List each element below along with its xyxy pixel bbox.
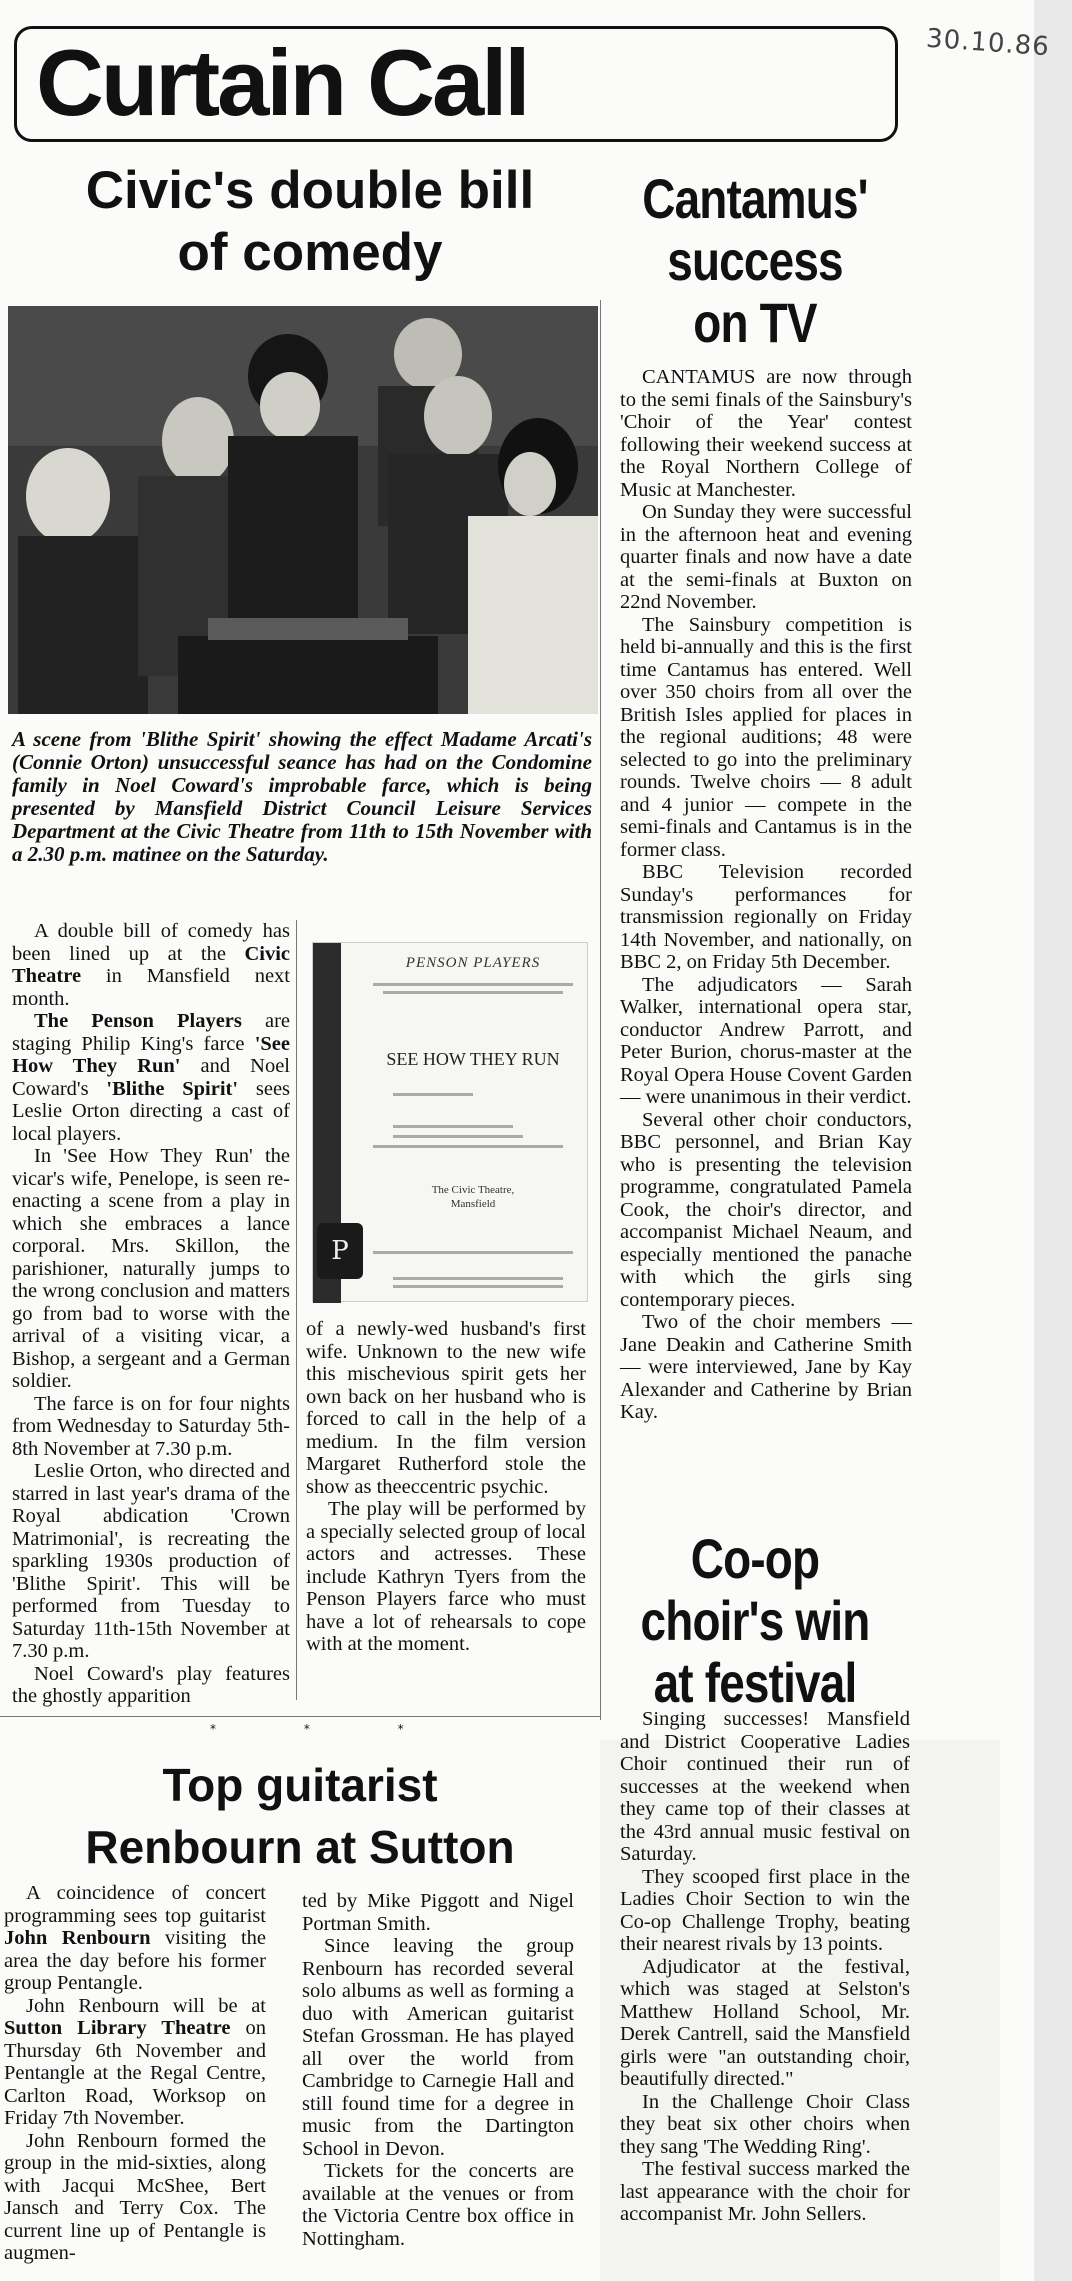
section-rule <box>0 1716 600 1717</box>
cantamus-headline-line1: Cantamus' <box>642 167 868 230</box>
civic-p2-c: sees Leslie Orton directing a cast of local players. <box>12 1077 291 1145</box>
civic-p3: In 'See How They Run' the vicar's wife, Penelope, is seen re-enacting a scene from a play in which she embraces a lance corporal. Mrs. Skillon, the parishioner, naturally jumps to the wrong conclusion and matters go from bad to worse with the arrival of a visiting vicar, a Bishop, a sergeant and a German soldier. <box>12 1145 290 1392</box>
coop-headline-line2: choir's win <box>640 1589 870 1652</box>
cantamus-column <box>620 366 912 1424</box>
guitar-column-2 <box>302 1890 574 2250</box>
section-separator-stars: * * * <box>210 1722 446 1736</box>
poster-fine-print <box>393 1125 513 1128</box>
guitar-p1-b: visiting the area the day before his former group Pentangle. <box>4 1927 266 1994</box>
guitar-p3: John Renbourn formed the group in the mid-sixties, along with Jacqui McShee, Bert Jansch and Terry Cox. The current line up of Pentangle is augmen- <box>4 2129 266 2264</box>
civic-column-1 <box>12 920 290 1708</box>
poster-title: SEE HOW THEY RUN <box>386 1049 560 1069</box>
cantamus-p4: BBC Television recorded Sunday's performances for transmission regionally on Friday 14th November, and nationally, on BBC 2, on Friday 5th December. <box>620 861 912 973</box>
civic-col2-p1: of a newly-wed husband's first wife. Unknown to the new wife this mischevious spirit gets her own back on her husband who is forced to call in the help of a medium. In the film version Margaret Rutherford stole the show as theeccentric psychic. <box>306 1318 586 1498</box>
cantamus-headline <box>628 168 882 354</box>
civic-p2-b: and Noel Coward's <box>12 1055 290 1100</box>
poster-venue-line1: The Civic Theatre, <box>431 1184 515 1196</box>
cantamus-p2: On Sunday they were successful in the afternoon heat and evening quarter finals and now have a date at the semi-finals at Buxton on 22nd November. <box>620 501 912 613</box>
civic-p2-a: are staging Philip King's farce <box>12 1010 290 1055</box>
handwritten-date: 30.10.86 <box>925 23 1051 63</box>
civic-headline-line1: Civic's double bill <box>85 161 535 220</box>
photo-caption: A scene from 'Blithe Spirit' showing the effect Madame Arcati's (Connie Orton) unsuccessful seance has had on the Condomine family in Noel Coward's improbable farce, which is being presented by Mansfield District Council Leisure Services Department at the Civic Theatre from 11th to 15th November with a 2.30 p.m. matinee on the Saturday. <box>12 727 592 866</box>
cantamus-headline-line3: on TV <box>693 291 817 354</box>
civic-p5: Leslie Orton, who directed and starred in last year's drama of the Royal abdication 'Crown Matrimonial', is recreating the sparkling 1930s production of 'Blithe Spirit'. This will be performed from Tuesday to Saturday 11th-15th November at 7.30 p.m. <box>12 1460 290 1662</box>
guitar-venue: Sutton Library Theatre <box>4 2017 231 2039</box>
civic-p1-a: A double bill of comedy has been lined up at the <box>12 920 290 965</box>
guitar-col2-p3: Tickets for the concerts are available at the venues or from the Victoria Centre box office in Nottingham. <box>302 2160 574 2250</box>
coop-p5: The festival success marked the last appearance with the choir for accompanist Mr. John Sellers. <box>620 2158 910 2225</box>
coop-headline-line3: at festival <box>653 1651 857 1714</box>
column-rule <box>296 920 297 1700</box>
poster-fine-print <box>393 1093 473 1096</box>
poster-venue-line2: Mansfield <box>450 1198 496 1210</box>
guitar-headline-line1: Top guitarist <box>162 1759 438 1811</box>
cantamus-p5: The adjudicators — Sarah Walker, international opera star, conductor Andrew Parrott, and Peter Burion, chorus-master at the Royal Opera House Covent Garden — were unanimous in their verdict. <box>620 973 912 1108</box>
blithe-spirit-photo <box>8 306 598 714</box>
poster-venue <box>357 1183 589 1211</box>
civic-group: The Penson Players <box>34 1010 242 1032</box>
cantamus-p3: The Sainsbury competition is held bi-annually and this is the first time Cantamus has entered. Well over 350 choirs from all over the British Isles applied for places in the regional auditions; 48 were selected to go into the preliminary rounds. Twelve choirs — 8 adult and 4 junior — compete in the semi-finals and Cantamus is in the former class. <box>620 613 912 861</box>
cantamus-p1: CANTAMUS are now through to the semi finals of the Sainsbury's 'Choir of the Year' contest following their weekend success at the Royal Northern College of Music at Manchester. <box>620 366 912 501</box>
poster-fine-print <box>373 1145 563 1148</box>
coop-p4: In the Challenge Choir Class they beat six other choirs when they sang 'The Wedding Ring'. <box>620 2090 910 2158</box>
guitar-p2-a: John Renbourn will be at <box>26 1994 266 2017</box>
poster-fine-print <box>383 991 563 994</box>
cantamus-headline-line2: success <box>667 229 843 292</box>
civic-p6: Noel Coward's play features the ghostly apparition <box>12 1662 290 1707</box>
masthead-title: Curtain Call <box>36 30 528 135</box>
cantamus-p6: Several other choir conductors, BBC personnel, and Brian Kay who is presenting the television programme, congratulated Pamela Cook, the choir's director, and accompanist Michael Neaum, and especially mentioned the panache with which the girls sing contemporary pieces. <box>620 1108 912 1311</box>
guitar-col2-p2: Since leaving the group Renbourn has recorded several solo albums as well as forming a duo with American guitarist Stefan Grossman. He has played all over the world from Cambridge to Carnegie Hall and still found time for a degree in music from the Dartington School in Devon. <box>302 1935 574 2160</box>
poster-fine-print <box>373 983 573 986</box>
coop-column <box>620 1708 910 2226</box>
poster-emblem: P <box>317 1223 363 1279</box>
guitar-p2-b: on Thursday 6th November and Pentangle at the Regal Centre, Carlton Road, Worksop on Friday 7th November. <box>4 2017 266 2129</box>
guitar-name: John Renbourn <box>4 1927 151 1949</box>
photo-figures <box>8 306 598 714</box>
civic-column-2 <box>306 1318 586 1656</box>
poster-fine-print <box>393 1285 563 1288</box>
poster-fine-print <box>373 1251 573 1254</box>
see-how-they-run-poster <box>312 942 588 1302</box>
civic-play2: 'Blithe Spirit' <box>106 1077 239 1100</box>
poster-fine-print <box>393 1135 523 1138</box>
civic-p1-b: in Mansfield next month. <box>12 965 290 1010</box>
guitar-headline <box>30 1754 570 1878</box>
column-rule <box>600 300 601 1720</box>
coop-p3: Adjudicator at the festival, which was staged at Selston's Matthew Holland School, Mr. Derek Cantrell, said the Mansfield girls were "an outstanding choir, beautifully directed." <box>620 1955 910 2090</box>
guitar-column-1 <box>4 1882 266 2265</box>
guitar-p1-a: A coincidence of concert programming sees top guitarist <box>4 1882 266 1927</box>
guitar-col2-p1: ted by Mike Piggott and Nigel Portman Smith. <box>302 1890 574 1935</box>
poster-fine-print <box>393 1277 563 1280</box>
coop-p1: Singing successes! Mansfield and District Cooperative Ladies Choir continued their run of successes at the weekend when they came top of their classes at the 43rd annual music festival on Saturday. <box>620 1708 910 1865</box>
guitar-headline-line2: Renbourn at Sutton <box>85 1821 515 1873</box>
coop-headline <box>628 1528 882 1714</box>
poster-company: PENSON PLAYERS <box>405 955 541 971</box>
cantamus-p7: Two of the choir members — Jane Deakin and Catherine Smith — were interviewed, Jane by Kay Alexander and Catherine by Brian Kay. <box>620 1311 912 1423</box>
civic-venue: Civic Theatre <box>12 942 290 987</box>
civic-play1: 'See How They Run' <box>12 1032 290 1077</box>
civic-col2-p2: The play will be performed by a specially selected group of local actors and actresses. These include Kathryn Tyers from the Penson Players farce who must have a lot of rehearsals to cope with at the moment. <box>306 1498 586 1655</box>
coop-p2: They scooped first place in the Ladies Choir Section to win the Co-op Challenge Trophy, beating their nearest rivals by 13 points. <box>620 1865 910 1955</box>
coop-headline-line1: Co-op <box>690 1527 820 1590</box>
civic-headline-line2: of comedy <box>177 223 443 282</box>
civic-headline <box>20 160 600 284</box>
civic-p4: The farce is on for four nights from Wednesday to Saturday 5th-8th November at 7.30 p.m. <box>12 1392 290 1460</box>
